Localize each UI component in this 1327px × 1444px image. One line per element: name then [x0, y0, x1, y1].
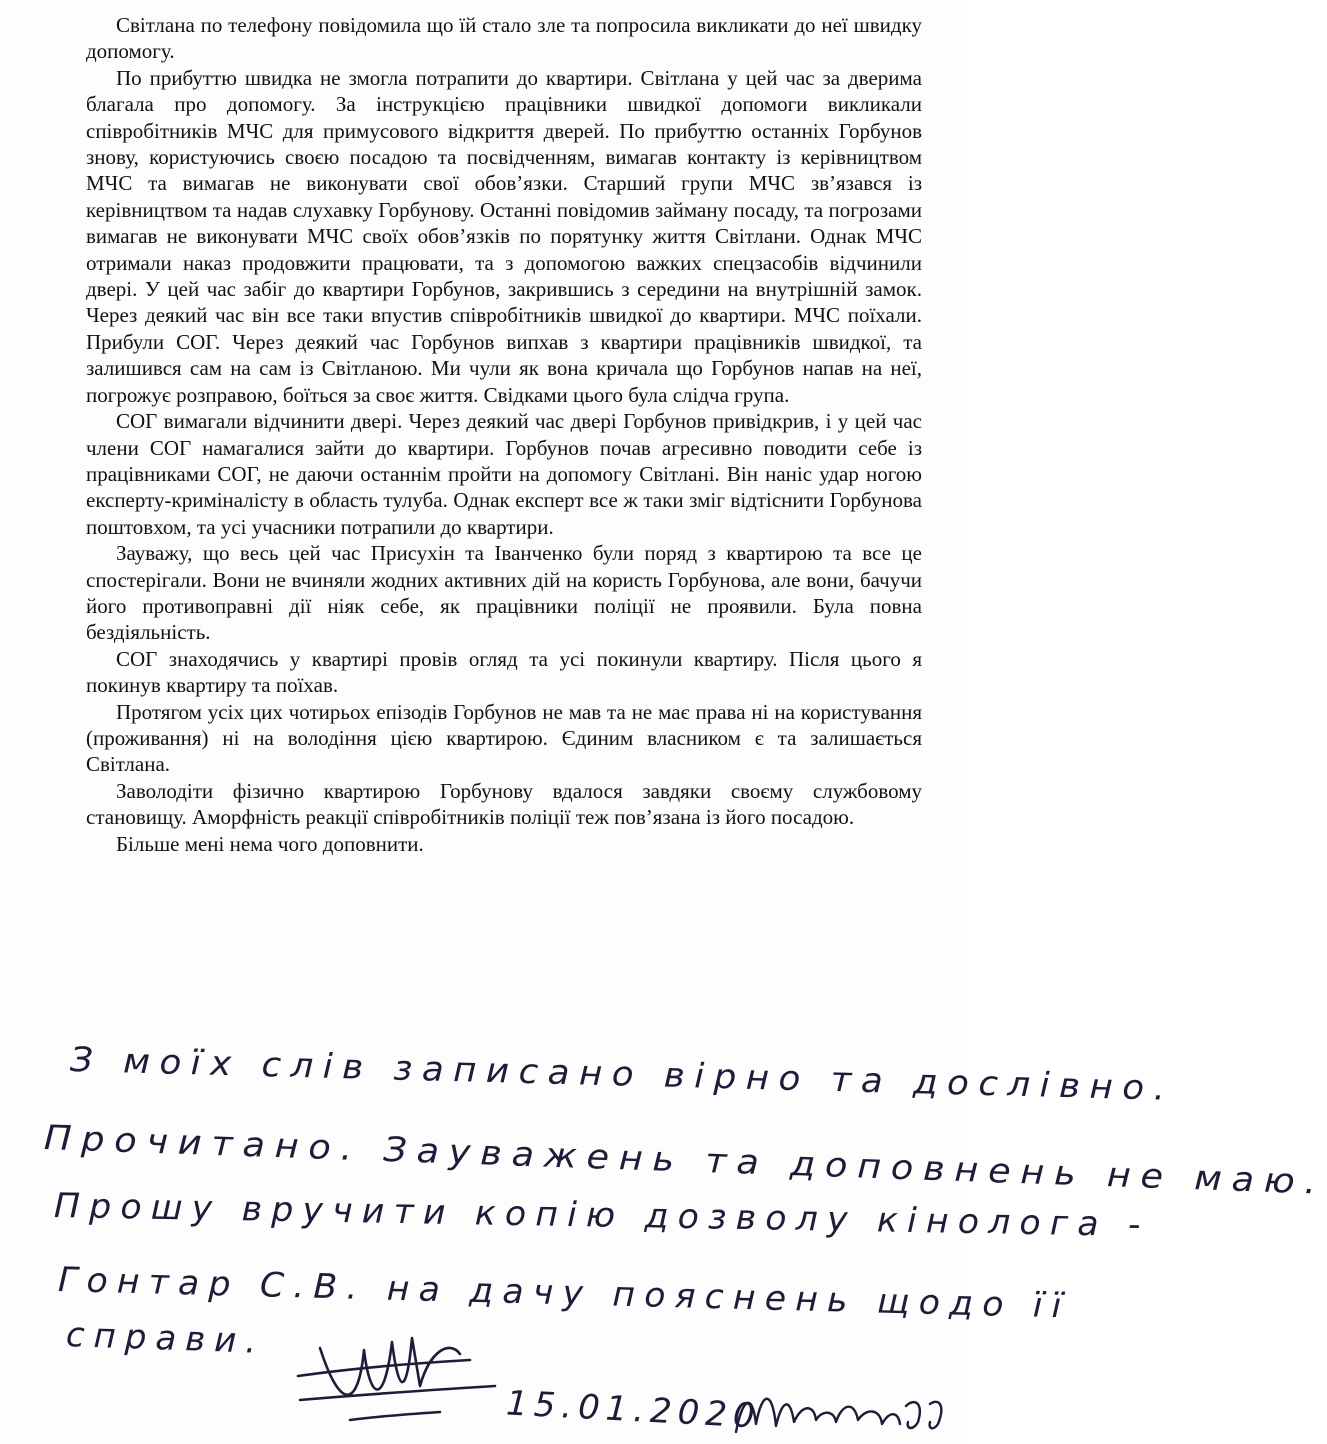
handwritten-line-2: Прочитано. Зауважень та доповнень не маю.: [43, 1118, 1327, 1203]
handwritten-note: [0, 1010, 1327, 1444]
signature-scribble: [280, 1290, 510, 1430]
typed-statement: [86, 12, 922, 857]
paragraph-3: СОГ вимагали відчинити двері. Через деякий час двері Горбунов привідкрив, і у цей час члени СОГ намагалися зайти до квартири. Горбунов почав агресивно поводити себе із працівниками СОГ, не даючи останнім пройти на допомогу Світлані. Він наніс удар ногою експерту-криміналісту в область тулуба. Однак експерт все ж таки зміг відтіснити Горбунова поштовхом, та усі учасники потрапили до квартири.: [86, 409, 922, 539]
handwritten-line-1: З моїх слів записано вірно та дослівно.: [69, 1040, 1175, 1109]
handwritten-date: 15.01.2020: [505, 1383, 762, 1437]
signature-name: [730, 1370, 950, 1444]
paragraph-5: СОГ знаходячись у квартирі провів огляд та усі покинули квартиру. Після цього я покинув квартиру та поїхав.: [86, 646, 922, 698]
handwritten-line-3: Прошу вручити копію дозволу кінолога -: [53, 1186, 1150, 1246]
paragraph-7: Заволодіти фізично квартирою Горбунову вдалося завдяки своєму службовому становищу. Аморфність реакції співробітників поліції теж пов’язана із його посадою.: [86, 778, 922, 830]
paragraph-8: Більше мені нема чого доповнити.: [116, 831, 424, 856]
handwritten-line-4: Гонтар С.В. на дачу пояснень щодо її: [57, 1260, 1072, 1327]
handwritten-line-5: справи.: [65, 1315, 266, 1362]
paragraph-4: Зауважу, що весь цей час Присухін та Іванченко були поряд з квартирою та все це спостерігали. Вони не вчиняли жодних активних дій на користь Горбунова, але вони, бачучи його противоправні дії ніяк себе, як працівники поліції не проявили. Була повна бездіяльність.: [86, 541, 922, 645]
paragraph-6: Протягом усіх цих чотирьох епізодів Горбунов не мав та не має права ні на користування (проживання) ні на володіння цією квартирою. Єдиним власником є та залишається Світлана.: [86, 699, 922, 777]
paragraph-2: По прибуттю швидка не змогла потрапити до квартири. Світлана у цей час за дверима благала про допомогу. За інструкцією працівники швидкої допомоги викликали співробітників МЧС для примусового відкриття дверей. По прибуттю останніх Горбунов знову, користуючись своєю посадою та посвідченням, вимагав контакту із керівництвом МЧС та вимагав не виконувати свої обов’язки. Старший групи МЧС зв’язався із керівництвом та надав слухавку Горбунову. Останні повідомив займану посаду, та погрозами вимагав не виконувати МЧС своїх обов’язків по порятунку життя Світлани. Однак МЧС отримали наказ продовжити працювати, та з допомогою важких спецзасобів відчинили двері. У цей час забіг до квартири Горбунов, закрившись з середини на внутрішній замок. Через деякий час він все таки впустив співробітників швидкої до квартири. МЧС поїхали. Прибули СОГ. Через деякий час Горбунов випхав з квартири працівників швидкої, та залишився сам на сам із Світланою. Ми чули як вона кричала що Горбунов напав на неї, погрожує розправою, боїться за своє життя. Свідками цього була слідча група.: [86, 65, 922, 407]
paragraph-1: Світлана по телефону повідомила що їй стало зле та попросила викликати до неї швидку допомогу.: [86, 13, 922, 64]
